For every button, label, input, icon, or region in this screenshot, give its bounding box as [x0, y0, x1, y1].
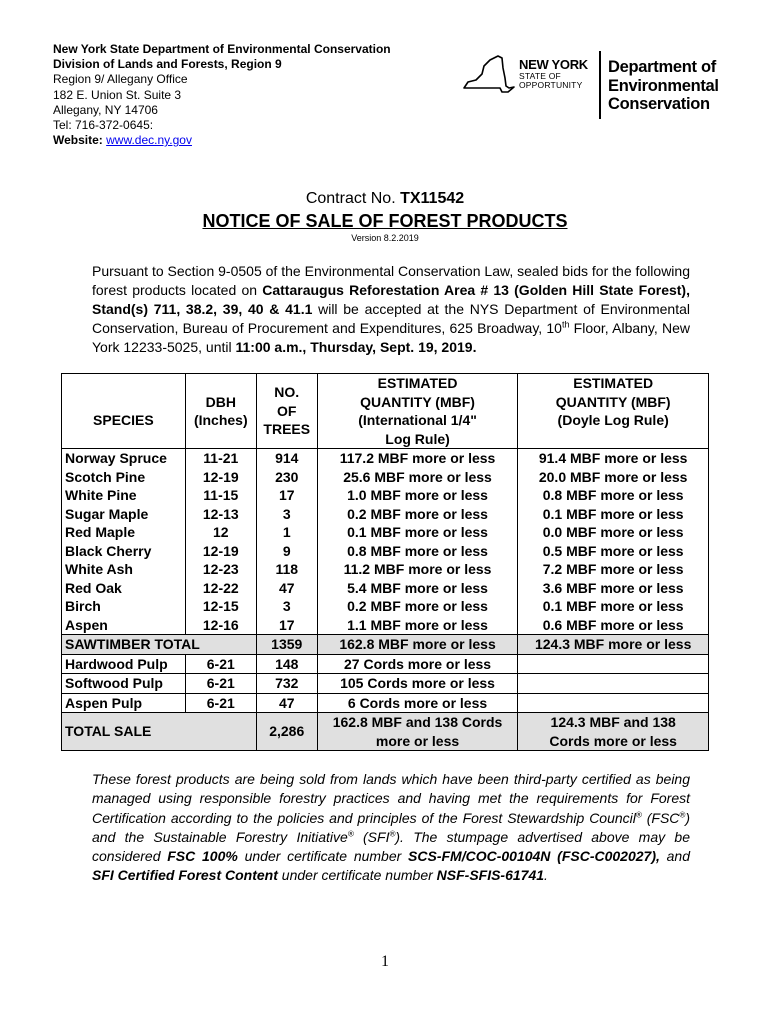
cell-doyle: 0.0 MBF more or less — [518, 523, 709, 542]
logo-ny-title: NEW YORK — [519, 57, 588, 72]
pulp-row — [62, 693, 709, 713]
cell-doyle: 20.0 MBF more or less — [518, 468, 709, 487]
sawtimber-total-row — [62, 635, 709, 655]
contract-number: Contract No. TX11542 — [305, 190, 465, 207]
cell-species: Birch — [62, 597, 186, 616]
certification-paragraph: These forest products are being sold from lands which have been third-party certified as being managed using responsible forestry practices and having met the requirements for Forest Certification according to the policies and principles of the Forest Stewardship Council® (FSC®) and the Sustainable Forestry Initiative® (SFI®). The stumpage advertised above may be considered FSC 100% under certificate number SCS-FM/COC-00104N (FSC-C002027), and SFI Certified Forest Content under certificate number NSF-SFIS-61741. — [92, 771, 690, 884]
cell-intl: 117.2 MBF more or less — [317, 449, 518, 468]
cell-trees: 17 — [256, 486, 317, 505]
pulp-cell-species: Hardwood Pulp — [62, 654, 186, 674]
col-species: SPECIES — [62, 374, 186, 449]
header-phone: Tel: 716-372-0645: — [53, 118, 154, 133]
logo-dec-line2: Environmental — [608, 76, 719, 95]
contract-id: TX11542 — [400, 190, 465, 207]
logo-dec-line3: Conservation — [608, 95, 710, 113]
pulp-cell-doyle-empty — [518, 674, 709, 694]
cell-trees: 3 — [256, 505, 317, 524]
fsc-certificate: SCS-FM/COC-00104N (FSC-C002027), — [408, 848, 660, 865]
cell-trees: 9 — [256, 542, 317, 561]
pulp-cell-intl: 6 Cords more or less — [317, 693, 518, 713]
header-city: Allegany, NY 14706 — [53, 102, 158, 117]
cell-dbh: 11-21 — [185, 449, 256, 468]
sawtimber-doyle: 124.3 MBF more or less — [518, 635, 709, 655]
col-dbh: DBH (Inches) — [185, 374, 256, 449]
sale-location: Cattaraugus Reforestation Area # 13 (Golden Hill State Forest), Stand(s) 711, 38.2, 39, 40 & 41.1 — [92, 282, 690, 317]
pulp-cell-species: Aspen Pulp — [62, 693, 186, 713]
cell-species: White Ash — [62, 560, 186, 579]
pulp-cell-trees: 148 — [256, 654, 317, 674]
cell-dbh: 12 — [185, 523, 256, 542]
cell-trees: 17 — [256, 616, 317, 635]
bid-deadline: 11:00 a.m., Thursday, Sept. 19, 2019. — [235, 339, 477, 355]
cell-doyle: 0.5 MBF more or less — [518, 542, 709, 561]
header-division: Division of Lands and Forests, Region 9 — [53, 57, 282, 72]
sawtimber-trees: 1359 — [256, 635, 317, 655]
header-website — [53, 133, 391, 148]
pulp-cell-trees: 732 — [256, 674, 317, 694]
cell-species: Scotch Pine — [62, 468, 186, 487]
page-number: 1 — [381, 953, 389, 970]
total-sale-doyle: 124.3 MBF and 138 Cords more or less — [518, 713, 709, 751]
notice-title: NOTICE OF SALE OF FOREST PRODUCTS — [202, 211, 568, 231]
table-row — [62, 523, 709, 542]
cell-intl: 0.8 MBF more or less — [317, 542, 518, 561]
sawtimber-intl: 162.8 MBF more or less — [317, 635, 518, 655]
cell-doyle: 7.2 MBF more or less — [518, 560, 709, 579]
total-sale-intl: 162.8 MBF and 138 Cords more or less — [317, 713, 518, 751]
cell-intl: 0.1 MBF more or less — [317, 523, 518, 542]
cell-intl: 0.2 MBF more or less — [317, 505, 518, 524]
cell-doyle: 0.8 MBF more or less — [518, 486, 709, 505]
cell-dbh: 12-22 — [185, 579, 256, 598]
cell-dbh: 12-15 — [185, 597, 256, 616]
pulp-cell-dbh: 6-21 — [185, 693, 256, 713]
table-row — [62, 468, 709, 487]
cell-intl: 5.4 MBF more or less — [317, 579, 518, 598]
cell-trees: 3 — [256, 597, 317, 616]
cell-dbh: 12-16 — [185, 616, 256, 635]
header-office: Region 9/ Allegany Office — [53, 72, 188, 87]
total-sale-row — [62, 713, 709, 751]
cell-species: Sugar Maple — [62, 505, 186, 524]
table-header-row — [62, 374, 709, 449]
header-street: 182 E. Union St. Suite 3 — [53, 87, 182, 102]
new-york-state-map-icon — [462, 54, 516, 96]
cell-intl: 11.2 MBF more or less — [317, 560, 518, 579]
col-no-of-trees: NO. OF TREES — [256, 374, 317, 449]
cell-trees: 914 — [256, 449, 317, 468]
pulp-cell-doyle-empty — [518, 654, 709, 674]
logo-ny-opportunity: OPPORTUNITY — [519, 80, 583, 90]
cell-intl: 1.1 MBF more or less — [317, 616, 518, 635]
intro-paragraph: Pursuant to Section 9-0505 of the Environmental Conservation Law, sealed bids for the following forest products located on Cattaraugus Reforestation Area # 13 (Golden Hill State Forest), Stand(s) 711, 38.2, 39, 40 & 41.1 will be accepted at the NYS Department of Environmental Conservation, Bureau of Procurement and Expenditures, 625 Broadway, 10th Floor, Albany, New York 12233-5025, until 11:00 a.m., Thursday, Sept. 19, 2019. — [92, 263, 690, 355]
cell-trees: 47 — [256, 579, 317, 598]
pulp-row — [62, 654, 709, 674]
header-agency: New York State Department of Environmental Conservation — [53, 42, 391, 56]
table-row — [62, 542, 709, 561]
pulp-cell-dbh: 6-21 — [185, 654, 256, 674]
cell-dbh: 12-19 — [185, 468, 256, 487]
cell-trees: 118 — [256, 560, 317, 579]
total-sale-trees: 2,286 — [256, 713, 317, 751]
website-link[interactable]: www.dec.ny.gov — [106, 133, 192, 148]
sawtimber-label: SAWTIMBER TOTAL — [62, 635, 257, 655]
cell-dbh: 12-23 — [185, 560, 256, 579]
pulp-cell-dbh: 6-21 — [185, 674, 256, 694]
cell-species: Red Maple — [62, 523, 186, 542]
cell-species: White Pine — [62, 486, 186, 505]
fsc-100: FSC 100% — [167, 848, 238, 865]
sfi-content: SFI Certified Forest Content — [92, 867, 278, 884]
table-row — [62, 486, 709, 505]
logo-divider — [599, 51, 601, 119]
table-row — [62, 505, 709, 524]
pulp-cell-intl: 105 Cords more or less — [317, 674, 518, 694]
total-sale-label: TOTAL SALE — [62, 713, 257, 751]
pulp-cell-trees: 47 — [256, 693, 317, 713]
cell-doyle: 0.6 MBF more or less — [518, 616, 709, 635]
cell-intl: 0.2 MBF more or less — [317, 597, 518, 616]
col-doyle-quantity: ESTIMATED QUANTITY (MBF) (Doyle Log Rule) — [518, 374, 709, 449]
logo-dec-line1: Department of — [608, 58, 716, 76]
table-row — [62, 616, 709, 635]
table-row — [62, 449, 709, 468]
pulp-cell-doyle-empty — [518, 693, 709, 713]
logo-ny-state-of: STATE OF — [519, 71, 561, 81]
sfi-certificate: NSF-SFIS-61741 — [436, 867, 545, 884]
cell-doyle: 91.4 MBF more or less — [518, 449, 709, 468]
website-label: Website: — [53, 133, 103, 148]
cell-intl: 1.0 MBF more or less — [317, 486, 518, 505]
nys-dec-logo — [462, 48, 732, 120]
cell-trees: 230 — [256, 468, 317, 487]
forest-products-table — [61, 373, 709, 751]
col-intl-quantity: ESTIMATED QUANTITY (MBF) (International 1/4" Log Rule) — [317, 374, 518, 449]
cell-doyle: 0.1 MBF more or less — [518, 505, 709, 524]
table-row — [62, 560, 709, 579]
cell-intl: 25.6 MBF more or less — [317, 468, 518, 487]
table-row — [62, 597, 709, 616]
cell-doyle: 0.1 MBF more or less — [518, 597, 709, 616]
cell-species: Black Cherry — [62, 542, 186, 561]
pulp-cell-species: Softwood Pulp — [62, 674, 186, 694]
cell-trees: 1 — [256, 523, 317, 542]
cell-dbh: 12-19 — [185, 542, 256, 561]
cell-species: Norway Spruce — [62, 449, 186, 468]
office-header — [53, 42, 391, 148]
cell-species: Aspen — [62, 616, 186, 635]
cell-species: Red Oak — [62, 579, 186, 598]
pulp-row — [62, 674, 709, 694]
cell-doyle: 3.6 MBF more or less — [518, 579, 709, 598]
cell-dbh: 11-15 — [185, 486, 256, 505]
cell-dbh: 12-13 — [185, 505, 256, 524]
version-label: Version 8.2.2019 — [351, 233, 419, 243]
table-row — [62, 579, 709, 598]
pulp-cell-intl: 27 Cords more or less — [317, 654, 518, 674]
